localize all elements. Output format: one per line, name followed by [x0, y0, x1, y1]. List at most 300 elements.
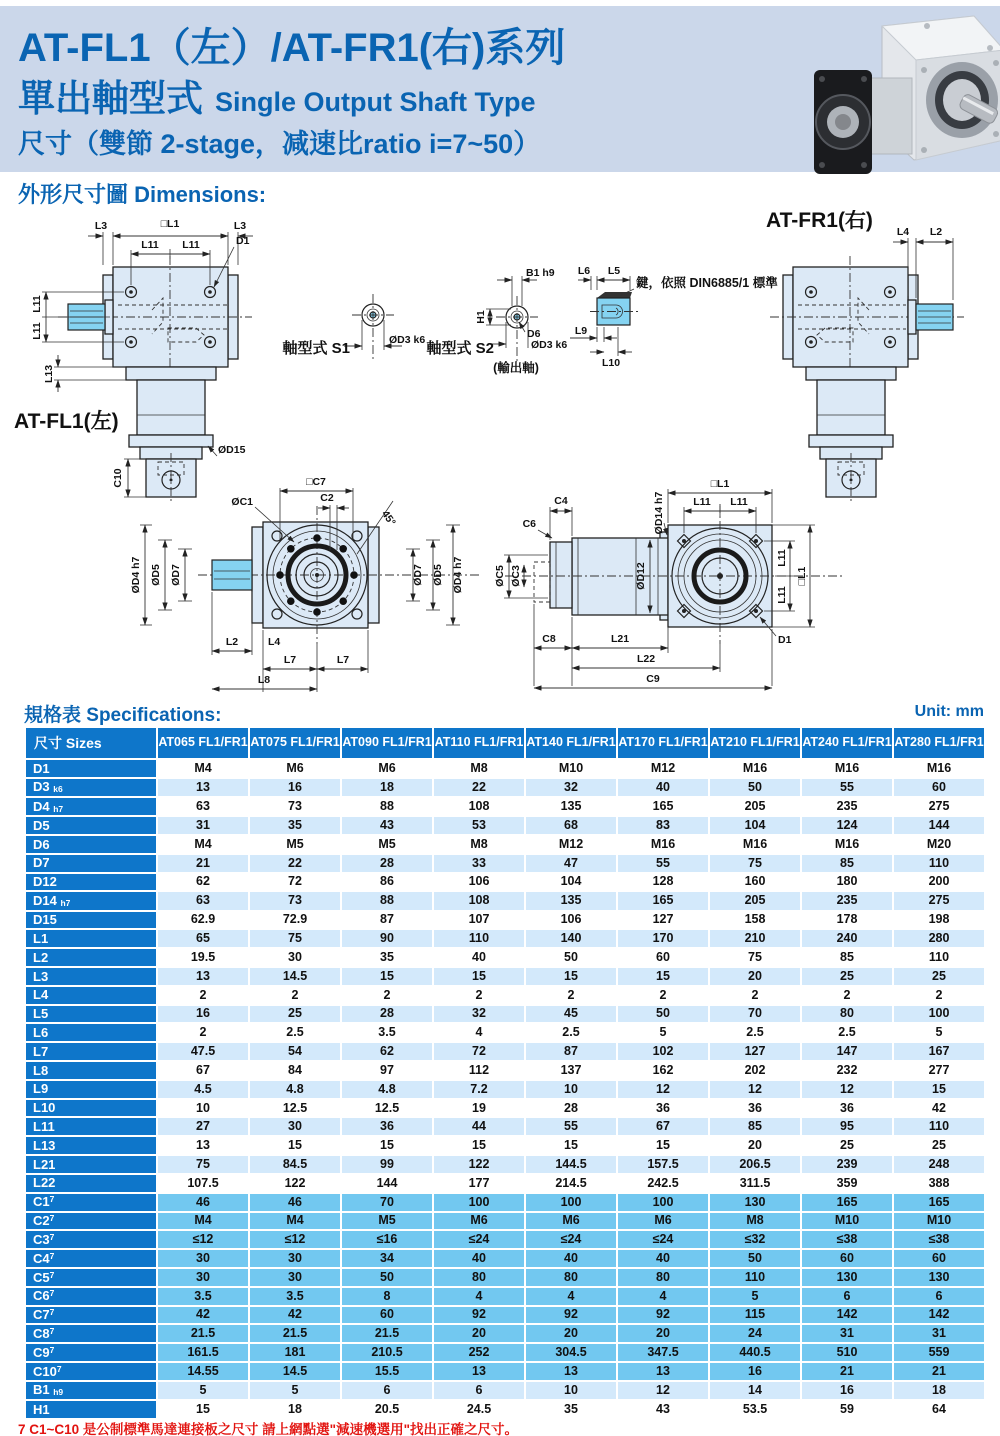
table-cell: 18: [341, 778, 433, 797]
table-cell: 13: [157, 967, 249, 986]
table-row: [25, 1362, 985, 1381]
table-cell: 107.5: [157, 1174, 249, 1193]
dim-label: L11: [730, 496, 748, 508]
table-cell: 4.8: [249, 1080, 341, 1099]
table-cell: 47.5: [157, 1042, 249, 1061]
table-cell: 50: [341, 1268, 433, 1287]
table-cell: 84: [249, 1061, 341, 1080]
table-cell: 43: [617, 1400, 709, 1419]
table-cell: 8: [341, 1287, 433, 1306]
table-cell: 16: [801, 1381, 893, 1400]
table-cell: 4: [433, 1287, 525, 1306]
table-cell: 2: [249, 986, 341, 1005]
row-label: L2: [25, 948, 157, 967]
table-cell: 85: [709, 1117, 801, 1136]
dim-label: ØD14 h7: [653, 491, 665, 535]
table-row: [25, 854, 985, 873]
table-cell: ≤32: [709, 1230, 801, 1249]
table-cell: M4: [157, 835, 249, 854]
table-cell: 3.5: [249, 1287, 341, 1306]
table-cell: 242.5: [617, 1174, 709, 1193]
table-cell: 122: [249, 1174, 341, 1193]
dim-label: ØD3 k6: [389, 334, 426, 346]
table-cell: 2: [801, 986, 893, 1005]
row-label: D12: [25, 873, 157, 892]
table-cell: 31: [893, 1324, 985, 1343]
table-row: [25, 1080, 985, 1099]
table-row: [25, 1136, 985, 1155]
table-cell: 64: [893, 1400, 985, 1419]
table-row: [25, 759, 985, 778]
dim-label: L21: [610, 633, 630, 645]
table-cell: 3.5: [157, 1287, 249, 1306]
page-title: AT-FL1（左）/AT-FR1(右)系列: [18, 26, 566, 70]
table-cell: 510: [801, 1343, 893, 1362]
column-header: AT065 FL1/FR1: [157, 727, 249, 759]
table-cell: 19.5: [157, 948, 249, 967]
table-cell: ≤12: [157, 1230, 249, 1249]
table-cell: 24.5: [433, 1400, 525, 1419]
table-row: [25, 891, 985, 910]
column-header: AT280 FL1/FR1: [893, 727, 985, 759]
table-cell: 5: [893, 1023, 985, 1042]
table-cell: M6: [433, 1212, 525, 1231]
row-label: L5: [25, 1005, 157, 1024]
table-row: [25, 1381, 985, 1400]
table-cell: 2: [893, 986, 985, 1005]
key-section-view: [570, 265, 778, 369]
table-cell: ≤12: [249, 1230, 341, 1249]
table-cell: 110: [893, 1117, 985, 1136]
footnote: 7 C1~C10 是公制標準馬達連接板之尺寸 請上網點選"減速機選用"找出正確之尺寸。: [18, 1422, 518, 1436]
table-cell: 5: [157, 1381, 249, 1400]
table-cell: 35: [249, 816, 341, 835]
table-row: [25, 1023, 985, 1042]
table-cell: 62: [157, 873, 249, 892]
table-cell: 130: [709, 1193, 801, 1212]
table-cell: 36: [617, 1099, 709, 1118]
table-cell: 30: [157, 1249, 249, 1268]
table-cell: 235: [801, 891, 893, 910]
table-row: [25, 1287, 985, 1306]
table-cell: 20: [525, 1324, 617, 1343]
dim-label: L11: [31, 295, 43, 313]
column-header: AT140 FL1/FR1: [525, 727, 617, 759]
table-cell: 144: [893, 816, 985, 835]
table-cell: 25: [801, 1136, 893, 1155]
table-cell: M8: [433, 835, 525, 854]
table-cell: 83: [617, 816, 709, 835]
table-cell: 108: [433, 797, 525, 816]
row-label: L22: [25, 1174, 157, 1193]
table-cell: 102: [617, 1042, 709, 1061]
table-cell: 167: [893, 1042, 985, 1061]
table-cell: 30: [249, 948, 341, 967]
table-cell: 88: [341, 891, 433, 910]
table-cell: 47: [525, 854, 617, 873]
row-label: $C1^7$: [25, 1193, 157, 1212]
table-cell: 2: [157, 1023, 249, 1042]
table-cell: 12: [709, 1080, 801, 1099]
row-label: L7: [25, 1042, 157, 1061]
table-cell: 2: [525, 986, 617, 1005]
table-cell: 165: [617, 797, 709, 816]
table-row: [25, 1249, 985, 1268]
table-row: [25, 1155, 985, 1174]
table-cell: 30: [157, 1268, 249, 1287]
table-cell: 53.5: [709, 1400, 801, 1419]
table-cell: 21.5: [249, 1324, 341, 1343]
shaft-s2-label: 軸型式 S2: [426, 340, 494, 357]
row-label: D15: [25, 911, 157, 930]
atfl1-view: [14, 218, 253, 503]
table-cell: 95: [801, 1117, 893, 1136]
table-cell: M10: [525, 759, 617, 778]
table-cell: 20: [709, 1136, 801, 1155]
table-cell: 110: [433, 929, 525, 948]
table-cell: 15: [433, 1136, 525, 1155]
dim-label: L4: [896, 226, 910, 238]
dim-label: L22: [636, 653, 656, 665]
table-cell: M20: [893, 835, 985, 854]
table-cell: 68: [525, 816, 617, 835]
table-cell: 50: [709, 1249, 801, 1268]
row-label: D7: [25, 854, 157, 873]
table-cell: 200: [893, 873, 985, 892]
table-cell: 15: [341, 967, 433, 986]
table-cell: 15: [433, 967, 525, 986]
table-cell: M16: [617, 835, 709, 854]
atfr1-label: AT-FR1(右): [766, 210, 873, 232]
table-cell: 347.5: [617, 1343, 709, 1362]
table-cell: 110: [893, 854, 985, 873]
table-row: [25, 1306, 985, 1325]
table-cell: 62: [341, 1042, 433, 1061]
table-cell: 20: [709, 967, 801, 986]
table-cell: 36: [709, 1099, 801, 1118]
dim-label: L11: [776, 549, 788, 567]
row-label: L9: [25, 1080, 157, 1099]
table-cell: 40: [525, 1249, 617, 1268]
table-cell: 13: [433, 1362, 525, 1381]
dim-label: ØD15: [218, 444, 246, 456]
table-cell: 108: [433, 891, 525, 910]
dim-label: □L1: [710, 478, 730, 490]
table-cell: 13: [617, 1362, 709, 1381]
row-label: $C2^7$: [25, 1212, 157, 1231]
dim-label: 45°: [378, 508, 398, 529]
table-cell: 73: [249, 797, 341, 816]
dim-label: L3: [94, 220, 108, 232]
table-cell: 80: [801, 1005, 893, 1024]
table-cell: 5: [617, 1023, 709, 1042]
table-cell: 28: [341, 854, 433, 873]
table-cell: 20: [433, 1324, 525, 1343]
table-cell: M16: [801, 835, 893, 854]
table-cell: 72.9: [249, 911, 341, 930]
table-cell: M4: [157, 759, 249, 778]
dim-label: ØD5: [150, 564, 162, 586]
table-cell: 135: [525, 797, 617, 816]
table-cell: 15: [893, 1080, 985, 1099]
table-cell: 205: [709, 797, 801, 816]
table-cell: 18: [249, 1400, 341, 1419]
table-cell: 177: [433, 1174, 525, 1193]
table-cell: 165: [893, 1193, 985, 1212]
table-cell: 42: [157, 1306, 249, 1325]
table-cell: 100: [525, 1193, 617, 1212]
table-cell: 2: [341, 986, 433, 1005]
atfl1-label: AT-FL1(左): [14, 410, 119, 433]
column-header: AT090 FL1/FR1: [341, 727, 433, 759]
table-cell: 210: [709, 929, 801, 948]
table-cell: 4: [617, 1287, 709, 1306]
dim-label: L7: [283, 654, 297, 666]
shaft-s1-view: [282, 294, 425, 362]
row-label: H1: [25, 1400, 157, 1419]
dim-label: ØC3: [510, 565, 522, 587]
dim-label: C4: [554, 495, 568, 507]
dim-label: L13: [43, 364, 55, 384]
table-cell: 22: [249, 854, 341, 873]
spec-table-wrap: [24, 726, 986, 1420]
table-cell: 43: [341, 816, 433, 835]
table-cell: 12: [617, 1080, 709, 1099]
dim-label: ØD7: [412, 564, 424, 586]
table-row: [25, 1193, 985, 1212]
table-cell: 205: [709, 891, 801, 910]
table-row: [25, 1268, 985, 1287]
table-cell: 130: [893, 1268, 985, 1287]
table-cell: 160: [709, 873, 801, 892]
table-cell: 112: [433, 1061, 525, 1080]
dim-label: D1: [236, 235, 250, 247]
table-cell: 107: [433, 911, 525, 930]
table-cell: 60: [893, 778, 985, 797]
table-cell: 210.5: [341, 1343, 433, 1362]
row-label: L11: [25, 1117, 157, 1136]
table-row: [25, 1061, 985, 1080]
table-cell: 6: [433, 1381, 525, 1400]
table-cell: 15: [617, 967, 709, 986]
table-cell: 19: [433, 1099, 525, 1118]
table-cell: 13: [525, 1362, 617, 1381]
table-cell: 122: [433, 1155, 525, 1174]
table-cell: 15: [525, 967, 617, 986]
table-cell: 36: [341, 1117, 433, 1136]
table-cell: 87: [525, 1042, 617, 1061]
table-row: [25, 1343, 985, 1362]
table-cell: 31: [801, 1324, 893, 1343]
table-cell: 7.2: [433, 1080, 525, 1099]
table-cell: 15.5: [341, 1362, 433, 1381]
dim-label: L3: [233, 220, 247, 232]
product-photo: [812, 8, 1000, 178]
table-cell: 35: [341, 948, 433, 967]
row-label: $C10^7$: [25, 1362, 157, 1381]
dim-label: ØD5: [432, 564, 444, 586]
dim-label: L2: [929, 226, 943, 238]
table-cell: 44: [433, 1117, 525, 1136]
table-cell: 97: [341, 1061, 433, 1080]
table-cell: 127: [617, 911, 709, 930]
table-cell: 92: [617, 1306, 709, 1325]
table-cell: 124: [801, 816, 893, 835]
table-cell: 5: [249, 1381, 341, 1400]
dim-label: H1: [475, 310, 487, 324]
row-label: $C7^7$: [25, 1306, 157, 1325]
row-label: L4: [25, 986, 157, 1005]
dim-label: ØD4 h7: [452, 556, 464, 594]
table-cell: 36: [801, 1099, 893, 1118]
table-cell: 158: [709, 911, 801, 930]
row-label: D4 h7: [25, 797, 157, 816]
table-cell: 22: [433, 778, 525, 797]
table-cell: 54: [249, 1042, 341, 1061]
table-row: [25, 873, 985, 892]
row-label: L21: [25, 1155, 157, 1174]
column-header: AT110 FL1/FR1: [433, 727, 525, 759]
table-cell: 62.9: [157, 911, 249, 930]
table-cell: 40: [617, 1249, 709, 1268]
table-cell: M16: [801, 759, 893, 778]
table-cell: 30: [249, 1249, 341, 1268]
front-flange-view: [130, 476, 480, 692]
table-cell: 165: [801, 1193, 893, 1212]
table-cell: 40: [617, 778, 709, 797]
table-cell: 13: [157, 778, 249, 797]
table-cell: 2.5: [525, 1023, 617, 1042]
table-cell: 147: [801, 1042, 893, 1061]
table-cell: 135: [525, 891, 617, 910]
table-cell: 70: [709, 1005, 801, 1024]
dim-label: ØD7: [170, 564, 182, 586]
table-cell: ≤24: [617, 1230, 709, 1249]
table-cell: 50: [617, 1005, 709, 1024]
table-cell: 4.5: [157, 1080, 249, 1099]
table-cell: 27: [157, 1117, 249, 1136]
table-cell: 110: [893, 948, 985, 967]
table-cell: 25: [893, 967, 985, 986]
dim-label: L6: [577, 265, 591, 277]
table-cell: 72: [249, 873, 341, 892]
table-cell: 2: [709, 986, 801, 1005]
table-cell: 240: [801, 929, 893, 948]
gearbox-illustration: [814, 16, 1000, 174]
table-cell: 127: [709, 1042, 801, 1061]
table-cell: 4: [525, 1287, 617, 1306]
dimensions-section-title: 外形尺寸圖 Dimensions:: [18, 182, 267, 207]
table-cell: 31: [157, 816, 249, 835]
table-cell: 100: [893, 1005, 985, 1024]
table-cell: 280: [893, 929, 985, 948]
table-cell: 34: [341, 1249, 433, 1268]
atfr1-view: [766, 210, 964, 503]
table-cell: 60: [801, 1249, 893, 1268]
table-cell: M12: [617, 759, 709, 778]
table-cell: 198: [893, 911, 985, 930]
table-cell: 60: [893, 1249, 985, 1268]
table-cell: 99: [341, 1155, 433, 1174]
dim-label: L2: [225, 636, 239, 648]
table-cell: 170: [617, 929, 709, 948]
table-cell: 10: [157, 1099, 249, 1118]
table-cell: 142: [893, 1306, 985, 1325]
dim-label: L11: [693, 496, 711, 508]
table-cell: 15: [341, 1136, 433, 1155]
table-cell: 40: [433, 1249, 525, 1268]
dim-label: D1: [778, 634, 792, 646]
table-cell: 157.5: [617, 1155, 709, 1174]
table-cell: 311.5: [709, 1174, 801, 1193]
row-label: L13: [25, 1136, 157, 1155]
table-cell: 55: [525, 1117, 617, 1136]
row-label: L10: [25, 1099, 157, 1118]
column-header: AT240 FL1/FR1: [801, 727, 893, 759]
dim-label: L5: [607, 265, 621, 277]
table-cell: M4: [157, 1212, 249, 1231]
dim-label: □L1: [796, 566, 808, 586]
table-cell: 559: [893, 1343, 985, 1362]
table-cell: 88: [341, 797, 433, 816]
dim-label: C2: [320, 492, 334, 504]
table-cell: 2: [617, 986, 709, 1005]
row-label: D5: [25, 816, 157, 835]
table-row: [25, 986, 985, 1005]
table-cell: 21: [157, 854, 249, 873]
table-cell: 15: [617, 1136, 709, 1155]
dim-label: ØD3 k6: [531, 339, 568, 351]
table-row: [25, 911, 985, 930]
table-cell: M4: [249, 1212, 341, 1231]
table-cell: 181: [249, 1343, 341, 1362]
dim-label: C10: [112, 468, 124, 488]
table-cell: 42: [893, 1099, 985, 1118]
table-cell: 12: [801, 1080, 893, 1099]
dim-label: ØC5: [494, 565, 506, 587]
table-cell: 50: [709, 778, 801, 797]
spec-table-head: [25, 727, 985, 759]
table-cell: 180: [801, 873, 893, 892]
table-cell: 65: [157, 929, 249, 948]
table-cell: 10: [525, 1381, 617, 1400]
table-cell: M8: [709, 1212, 801, 1231]
table-cell: 86: [341, 873, 433, 892]
table-cell: 21: [893, 1362, 985, 1381]
table-cell: ≤16: [341, 1230, 433, 1249]
table-cell: 20: [617, 1324, 709, 1343]
table-cell: 15: [525, 1136, 617, 1155]
table-cell: 5: [709, 1287, 801, 1306]
table-row: [25, 1400, 985, 1419]
table-cell: M6: [249, 759, 341, 778]
dimension-drawings-svg: [0, 210, 1000, 700]
table-cell: 67: [617, 1117, 709, 1136]
table-cell: ≤38: [893, 1230, 985, 1249]
table-row: [25, 967, 985, 986]
table-cell: 55: [617, 854, 709, 873]
table-cell: 28: [525, 1099, 617, 1118]
table-cell: M8: [433, 759, 525, 778]
table-cell: 162: [617, 1061, 709, 1080]
table-cell: 16: [249, 778, 341, 797]
table-cell: 106: [433, 873, 525, 892]
table-cell: 4: [433, 1023, 525, 1042]
table-row: [25, 1099, 985, 1118]
table-cell: 359: [801, 1174, 893, 1193]
table-cell: 128: [617, 873, 709, 892]
dim-label: L9: [574, 325, 588, 337]
